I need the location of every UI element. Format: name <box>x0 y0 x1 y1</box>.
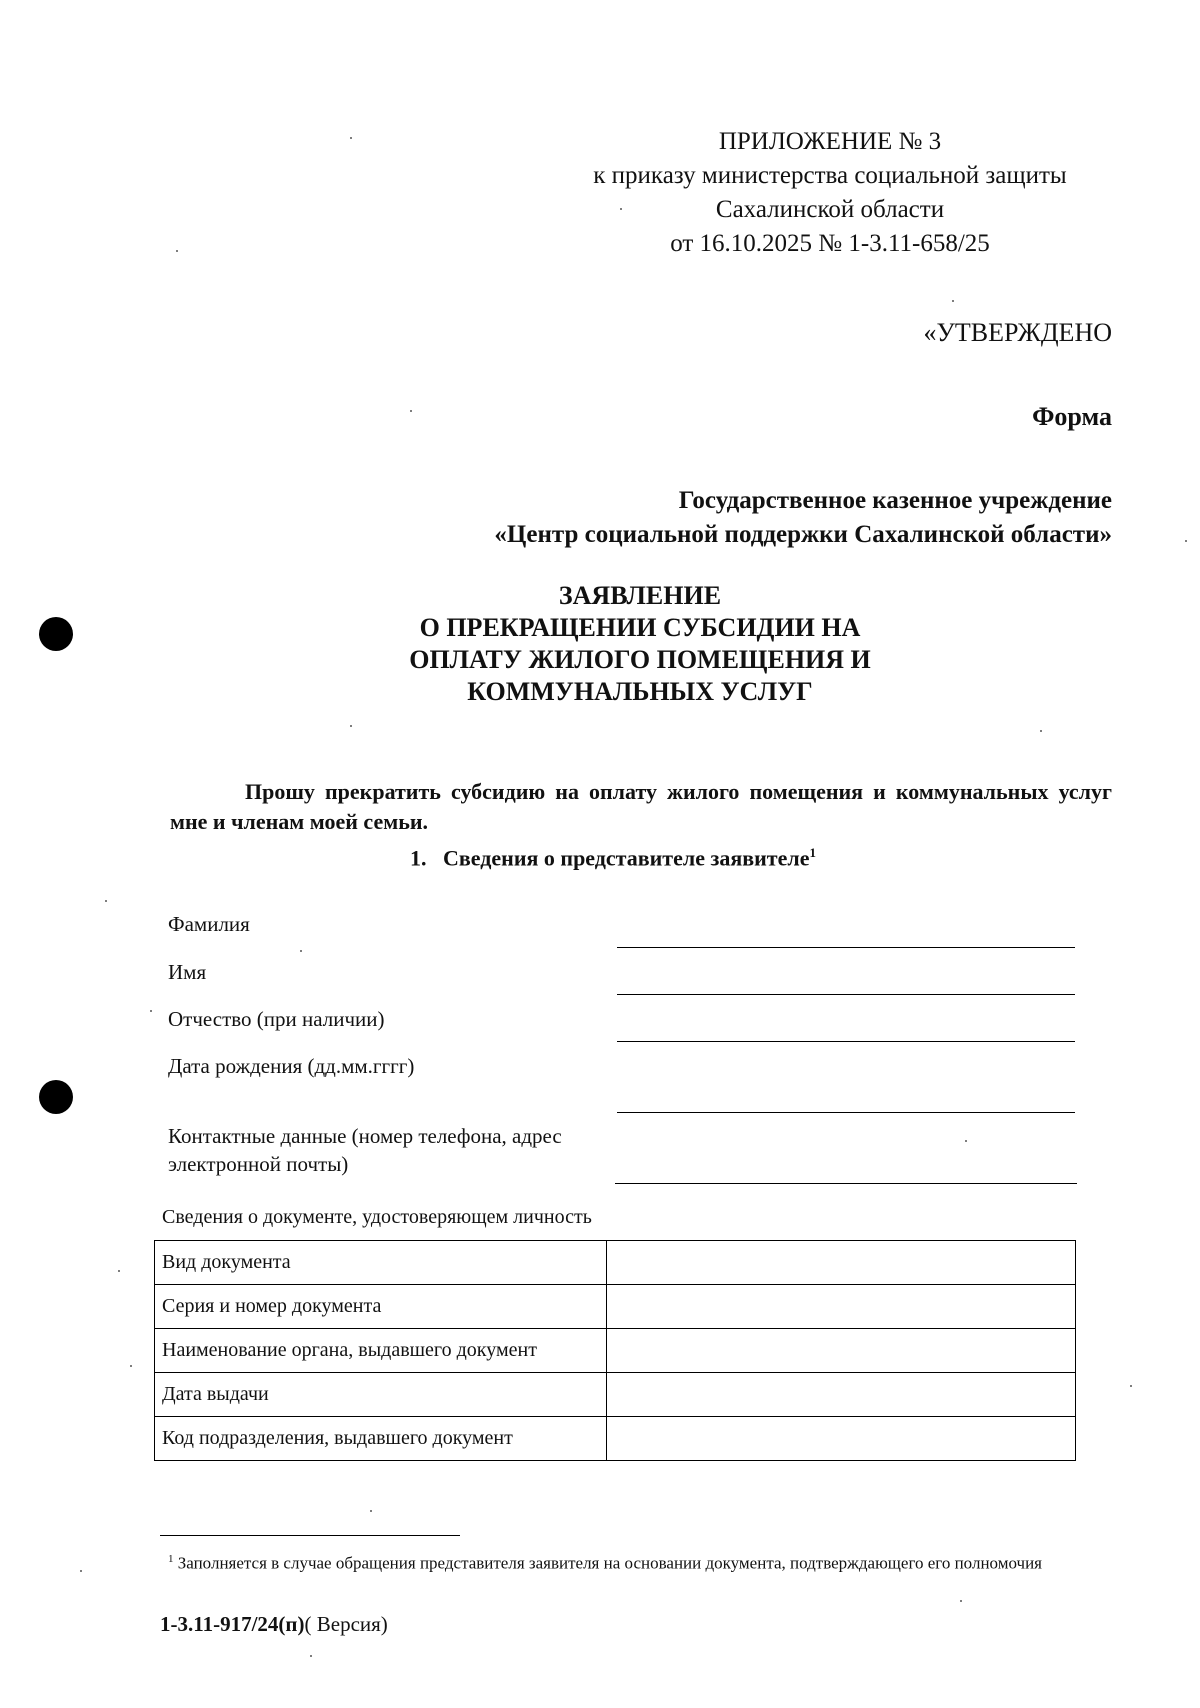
row-label: Код подразделения, выдавшего документ <box>155 1417 607 1461</box>
scan-speck <box>350 725 352 727</box>
scan-speck <box>1185 540 1187 542</box>
scan-speck <box>370 1510 372 1512</box>
table-row <box>155 1241 1076 1285</box>
scan-speck <box>310 1655 312 1657</box>
organization-name <box>352 484 1112 552</box>
row-label: Серия и номер документа <box>155 1285 607 1329</box>
contacts-label-line: электронной почты) <box>168 1152 349 1176</box>
contacts-label <box>168 1122 562 1178</box>
order-date: от 16.10.2025 № 1-3.11-658/25 <box>670 230 990 257</box>
organization-line: Государственное казенное учреждение <box>678 487 1112 514</box>
punch-hole <box>39 617 73 651</box>
order-line: к приказу министерства социальной защиты <box>593 162 1067 189</box>
version-code <box>160 1612 388 1637</box>
document-code: 1-3.11-917/24(п) <box>160 1612 305 1636</box>
footnote-number: 1 <box>168 1553 174 1565</box>
footnote <box>168 1548 1113 1575</box>
version-label: ( Версия) <box>304 1612 388 1636</box>
row-label: Вид документа <box>155 1241 607 1285</box>
series-number-cell[interactable] <box>607 1285 1076 1329</box>
patronymic-label: Отчество (при наличии) <box>168 1007 385 1031</box>
contacts-label-line: Контактные данные (номер телефона, адрес <box>168 1124 562 1148</box>
scan-speck <box>965 1140 967 1142</box>
footnote-mark: 1 <box>809 845 816 860</box>
scan-speck <box>105 900 107 902</box>
approved-label: «УТВЕРЖДЕНО <box>923 318 1112 347</box>
scan-speck <box>1040 730 1042 732</box>
table-row <box>155 1417 1076 1461</box>
contacts-field[interactable] <box>615 1183 1077 1184</box>
scan-speck <box>118 1270 120 1272</box>
organization-line: «Центр социальной поддержки Сахалинской области» <box>494 521 1112 548</box>
title-line: ОПЛАТУ ЖИЛОГО ПОМЕЩЕНИЯ И <box>409 645 871 674</box>
region-line: Сахалинской области <box>715 196 945 223</box>
scan-speck <box>960 1600 962 1602</box>
issuing-authority-cell[interactable] <box>607 1329 1076 1373</box>
birth-date-field[interactable] <box>617 1112 1075 1113</box>
surname-label: Фамилия <box>168 912 250 936</box>
document-type-cell[interactable] <box>607 1241 1076 1285</box>
table-row <box>155 1285 1076 1329</box>
scan-speck <box>410 410 412 412</box>
document-title <box>350 580 930 708</box>
scan-speck <box>350 137 352 139</box>
id-document-table <box>154 1240 1076 1461</box>
patronymic-field[interactable] <box>617 1041 1075 1042</box>
table-row <box>155 1329 1076 1373</box>
form-label: Форма <box>1032 402 1112 431</box>
section-number: 1. <box>410 845 427 871</box>
scan-speck <box>80 1570 82 1572</box>
id-document-caption: Сведения о документе, удостоверяющем личность <box>162 1206 592 1228</box>
title-line: О ПРЕКРАЩЕНИИ СУБСИДИИ НА <box>419 613 861 642</box>
appendix-header <box>540 125 1120 261</box>
issue-date-cell[interactable] <box>607 1373 1076 1417</box>
department-code-cell[interactable] <box>607 1417 1076 1461</box>
row-label: Наименование органа, выдавшего документ <box>155 1329 607 1373</box>
footnote-text: Заполняется в случае обращения представителя заявителя на основании документа, подтверждающего его полномочия <box>177 1553 1043 1573</box>
footnote-divider <box>160 1535 460 1536</box>
surname-field[interactable] <box>617 947 1075 948</box>
title-line: ЗАЯВЛЕНИЕ <box>558 581 722 610</box>
appendix-number: ПРИЛОЖЕНИЕ № 3 <box>718 128 942 155</box>
row-label: Дата выдачи <box>155 1373 607 1417</box>
title-line: КОММУНАЛЬНЫХ УСЛУГ <box>467 677 813 706</box>
section-title: Сведения о представителе заявителе <box>443 845 810 871</box>
table-row <box>155 1373 1076 1417</box>
scan-speck <box>130 1365 132 1367</box>
scan-speck <box>150 1010 152 1012</box>
scan-speck <box>1130 1385 1132 1387</box>
punch-hole <box>39 1080 73 1114</box>
section-heading <box>410 845 816 871</box>
request-text: Прошу прекратить субсидию на оплату жилого помещения и коммунальных услуг мне и членам моей семьи. <box>170 779 1112 834</box>
name-field[interactable] <box>617 994 1075 995</box>
name-label: Имя <box>168 960 207 984</box>
scan-speck <box>300 950 302 952</box>
birth-date-label: Дата рождения (дд.мм.гггг) <box>168 1054 415 1078</box>
scan-speck <box>952 300 954 302</box>
scan-speck <box>176 250 178 252</box>
